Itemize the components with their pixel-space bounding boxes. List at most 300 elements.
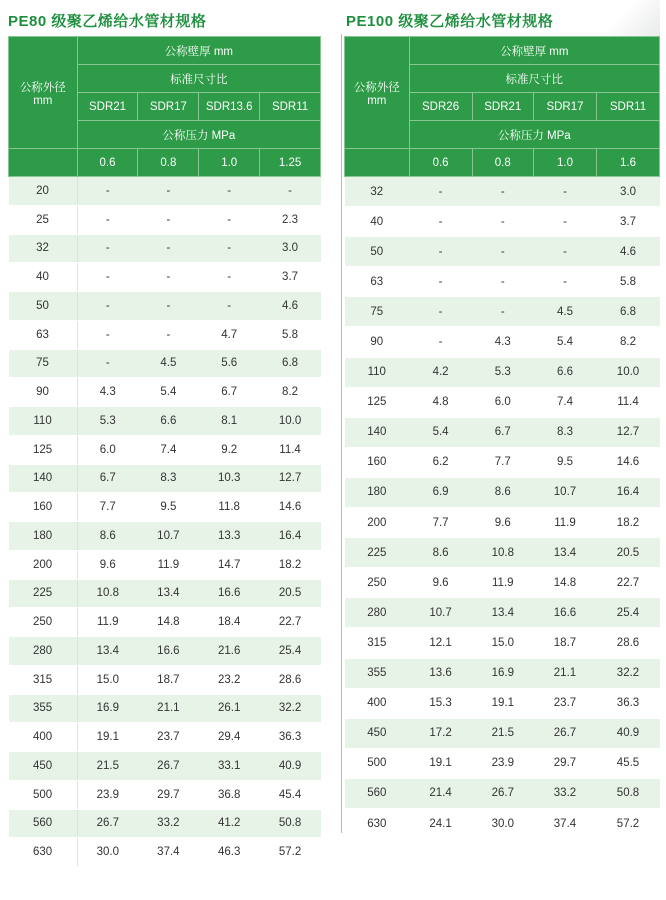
wall-thickness-cell: -: [533, 267, 596, 297]
pressure-col-header: 1.6: [596, 149, 659, 177]
wall-thickness-cell: 8.2: [260, 378, 321, 407]
wall-thickness-cell: 23.7: [138, 723, 199, 752]
wall-thickness-cell: 13.6: [409, 658, 472, 688]
table-row: [9, 320, 321, 349]
wall-thickness-cell: -: [409, 297, 472, 327]
wall-thickness-cell: 28.6: [260, 665, 321, 694]
wall-thickness-cell: 23.7: [533, 688, 596, 718]
wall-thickness-cell: 30.0: [472, 808, 533, 838]
wall-thickness-cell: 6.6: [138, 407, 199, 436]
wall-thickness-cell: -: [138, 234, 199, 263]
wall-thickness-cell: 11.9: [472, 568, 533, 598]
wall-thickness-cell: 20.5: [596, 538, 659, 568]
outer-diameter-cell: 32: [345, 177, 410, 207]
wall-thickness-cell: -: [199, 177, 260, 206]
table-row: [345, 477, 660, 507]
pressure-group-header: 公称压力 MPa: [409, 121, 659, 149]
outer-diameter-cell: 450: [9, 752, 78, 781]
wall-thickness-cell: 7.7: [77, 493, 138, 522]
wall-thickness-cell: -: [77, 263, 138, 292]
wall-thickness-cell: 6.8: [596, 297, 659, 327]
wall-thickness-cell: 12.7: [260, 464, 321, 493]
wall-thickness-cell: 5.3: [77, 407, 138, 436]
wall-thickness-cell: 30.0: [77, 838, 138, 867]
table-row: [9, 637, 321, 666]
table-row: [9, 177, 321, 206]
wall-thickness-cell: 8.6: [77, 522, 138, 551]
wall-thickness-cell: 4.3: [77, 378, 138, 407]
outer-diameter-cell: 40: [9, 263, 78, 292]
wall-thickness-cell: 6.7: [77, 464, 138, 493]
table-row: [9, 234, 321, 263]
outer-diameter-cell: 40: [345, 207, 410, 237]
outer-diameter-cell: 630: [345, 808, 410, 838]
table-row: [345, 598, 660, 628]
wall-thickness-cell: 5.6: [199, 349, 260, 378]
wall-thickness-cell: 16.9: [77, 694, 138, 723]
wall-thickness-cell: 6.8: [260, 349, 321, 378]
wall-thickness-cell: -: [260, 177, 321, 206]
table-row: [9, 809, 321, 838]
wall-thickness-cell: 5.8: [596, 267, 659, 297]
outer-diameter-cell: 50: [9, 292, 78, 321]
table-row: [9, 263, 321, 292]
wall-thickness-cell: 19.1: [77, 723, 138, 752]
table-row: [9, 522, 321, 551]
pressure-group-header: 公称压力 MPa: [77, 121, 320, 149]
wall-thickness-cell: 26.7: [472, 778, 533, 808]
outer-diameter-cell: 50: [345, 237, 410, 267]
table-row: [345, 538, 660, 568]
table-row: [345, 357, 660, 387]
pe100-panel: [344, 0, 660, 839]
wall-thickness-cell: 9.2: [199, 435, 260, 464]
outer-diameter-cell: 180: [9, 522, 78, 551]
wall-thickness-cell: -: [77, 177, 138, 206]
wall-thickness-cell: 18.7: [533, 628, 596, 658]
wall-thickness-cell: 11.9: [138, 550, 199, 579]
pressure-col-header: 0.6: [77, 149, 138, 177]
pressure-col-header: 1.0: [533, 149, 596, 177]
wall-thickness-cell: 10.3: [199, 464, 260, 493]
od-label: 公称外径: [353, 81, 400, 94]
wall-thickness-cell: 26.7: [533, 718, 596, 748]
wall-thickness-cell: -: [77, 205, 138, 234]
outer-diameter-cell: 200: [345, 508, 410, 538]
wall-thickness-cell: -: [472, 297, 533, 327]
wall-thickness-cell: 25.4: [260, 637, 321, 666]
wall-thickness-cell: 36.3: [260, 723, 321, 752]
od-header: [9, 37, 78, 149]
wall-thickness-cell: -: [138, 320, 199, 349]
wall-thickness-cell: 33.2: [533, 778, 596, 808]
wall-thickness-cell: 14.6: [260, 493, 321, 522]
table-row: [9, 292, 321, 321]
table-row: [345, 387, 660, 417]
wall-thickness-cell: 9.6: [409, 568, 472, 598]
wall-thickness-cell: 16.6: [138, 637, 199, 666]
table-row: [9, 723, 321, 752]
wall-thickness-cell: 23.2: [199, 665, 260, 694]
wall-thickness-cell: 6.0: [77, 435, 138, 464]
wall-thickness-cell: -: [199, 292, 260, 321]
wall-thickness-cell: 29.7: [533, 748, 596, 778]
wall-thickness-cell: 10.7: [409, 598, 472, 628]
outer-diameter-cell: 63: [345, 267, 410, 297]
od-header: [345, 37, 410, 149]
wall-thickness-cell: 8.6: [409, 538, 472, 568]
table-row: [9, 205, 321, 234]
wall-thickness-cell: 6.7: [199, 378, 260, 407]
wall-thickness-cell: 45.5: [596, 748, 659, 778]
table-row: [345, 177, 660, 207]
table-row: [345, 267, 660, 297]
table-row: [9, 665, 321, 694]
table-row: [9, 694, 321, 723]
blank-header-cell: [9, 149, 78, 177]
sdr-col-header: SDR11: [596, 93, 659, 121]
wall-thickness-cell: 16.4: [596, 477, 659, 507]
wall-thickness-cell: -: [409, 237, 472, 267]
pe80-table-body: [9, 177, 321, 867]
pe100-title: PE100 级聚乙烯给水管材规格: [346, 13, 554, 30]
outer-diameter-cell: 140: [345, 417, 410, 447]
wall-thickness-cell: 10.8: [77, 579, 138, 608]
wall-thickness-cell: 11.9: [77, 608, 138, 637]
outer-diameter-cell: 110: [9, 407, 78, 436]
wall-thickness-cell: -: [77, 320, 138, 349]
outer-diameter-cell: 125: [345, 387, 410, 417]
wall-thickness-cell: 13.4: [533, 538, 596, 568]
pe80-spec-table: [8, 36, 321, 867]
wall-thickness-cell: 5.4: [533, 327, 596, 357]
outer-diameter-cell: 280: [9, 637, 78, 666]
wall-thickness-cell: 12.1: [409, 628, 472, 658]
wall-thickness-cell: 10.7: [533, 477, 596, 507]
wall-thickness-cell: 6.6: [533, 357, 596, 387]
wall-thickness-cell: -: [472, 267, 533, 297]
wall-thickness-cell: 6.0: [472, 387, 533, 417]
sdr-col-header: SDR11: [260, 93, 321, 121]
outer-diameter-cell: 63: [9, 320, 78, 349]
wall-thickness-cell: -: [138, 177, 199, 206]
pe80-panel: [8, 0, 321, 867]
wall-thickness-cell: 3.0: [596, 177, 659, 207]
wall-thickness-cell: 7.4: [533, 387, 596, 417]
wall-thickness-cell: 16.6: [199, 579, 260, 608]
outer-diameter-cell: 20: [9, 177, 78, 206]
wall-thickness-cell: 14.6: [596, 447, 659, 477]
wall-thickness-cell: 36.3: [596, 688, 659, 718]
wall-thickness-cell: 14.8: [138, 608, 199, 637]
wall-thickness-cell: 37.4: [138, 838, 199, 867]
outer-diameter-cell: 90: [345, 327, 410, 357]
wall-thickness-cell: 4.5: [138, 349, 199, 378]
wall-thickness-cell: 6.2: [409, 447, 472, 477]
outer-diameter-cell: 160: [9, 493, 78, 522]
wall-thickness-cell: 11.9: [533, 508, 596, 538]
outer-diameter-cell: 630: [9, 838, 78, 867]
wall-thickness-cell: 14.7: [199, 550, 260, 579]
wall-thickness-cell: 13.3: [199, 522, 260, 551]
wall-thickness-cell: 21.1: [533, 658, 596, 688]
wall-thickness-cell: 15.0: [77, 665, 138, 694]
table-row: [345, 237, 660, 267]
wall-thickness-cell: 18.2: [596, 508, 659, 538]
pressure-col-header: 0.8: [138, 149, 199, 177]
wall-thickness-cell: 33.2: [138, 809, 199, 838]
panel-divider: [341, 34, 342, 833]
sdr-col-header: SDR21: [77, 93, 138, 121]
od-unit: mm: [33, 94, 53, 107]
wall-thickness-cell: 18.2: [260, 550, 321, 579]
pressure-col-header: 1.25: [260, 149, 321, 177]
wall-thickness-cell: 9.5: [138, 493, 199, 522]
outer-diameter-cell: 125: [9, 435, 78, 464]
outer-diameter-cell: 25: [9, 205, 78, 234]
outer-diameter-cell: 250: [9, 608, 78, 637]
wall-thickness-cell: 41.2: [199, 809, 260, 838]
wall-thickness-cell: -: [533, 177, 596, 207]
wall-thickness-cell: -: [138, 263, 199, 292]
wall-thickness-cell: 21.1: [138, 694, 199, 723]
pe80-table-header: [9, 37, 321, 177]
table-row: [345, 808, 660, 838]
outer-diameter-cell: 500: [345, 748, 410, 778]
outer-diameter-cell: 200: [9, 550, 78, 579]
decorative-corner: [590, 0, 660, 36]
wall-thickness-cell: 20.5: [260, 579, 321, 608]
od-label: 公称外径: [19, 81, 66, 94]
wall-thickness-cell: 50.8: [260, 809, 321, 838]
wall-thickness-cell: 8.1: [199, 407, 260, 436]
wall-thickness-cell: 9.6: [472, 508, 533, 538]
wall-thickness-cell: 8.2: [596, 327, 659, 357]
wall-thickness-cell: 36.8: [199, 780, 260, 809]
wall-thickness-cell: 40.9: [596, 718, 659, 748]
wall-thickness-cell: 4.2: [409, 357, 472, 387]
wall-thickness-cell: 26.7: [77, 809, 138, 838]
wall-thickness-cell: 3.0: [260, 234, 321, 263]
wall-thickness-cell: 32.2: [596, 658, 659, 688]
wall-thickness-cell: 7.7: [409, 508, 472, 538]
wall-thickness-cell: -: [138, 292, 199, 321]
wall-thickness-cell: 33.1: [199, 752, 260, 781]
pe80-title: PE80 级聚乙烯给水管材规格: [8, 13, 207, 30]
table-row: [9, 493, 321, 522]
wall-thickness-cell: -: [77, 292, 138, 321]
wall-thickness-cell: 3.7: [260, 263, 321, 292]
wall-thickness-cell: 8.3: [138, 464, 199, 493]
sdr-col-header: SDR21: [472, 93, 533, 121]
wall-thickness-cell: -: [533, 237, 596, 267]
wall-thickness-cell: 21.6: [199, 637, 260, 666]
wall-thickness-cell: 10.0: [596, 357, 659, 387]
wall-thickness-cell: -: [77, 234, 138, 263]
wall-thickness-cell: 26.1: [199, 694, 260, 723]
outer-diameter-cell: 355: [9, 694, 78, 723]
table-row: [9, 550, 321, 579]
wall-thickness-cell: 6.9: [409, 477, 472, 507]
wall-thickness-cell: 8.6: [472, 477, 533, 507]
wall-thickness-cell: 50.8: [596, 778, 659, 808]
pe100-spec-table: [344, 36, 660, 839]
outer-diameter-cell: 560: [345, 778, 410, 808]
wall-thickness-cell: 13.4: [472, 598, 533, 628]
wall-thickness-cell: 15.3: [409, 688, 472, 718]
wall-thickness-cell: 3.7: [596, 207, 659, 237]
wall-thickness-cell: 5.4: [409, 417, 472, 447]
wall-thickness-cell: 29.4: [199, 723, 260, 752]
table-row: [345, 688, 660, 718]
wall-thickness-cell: 23.9: [77, 780, 138, 809]
wall-thickness-cell: 22.7: [596, 568, 659, 598]
table-row: [345, 778, 660, 808]
pe100-table-header: [345, 37, 660, 177]
wall-thickness-cell: 19.1: [409, 748, 472, 778]
wall-thickness-cell: 4.8: [409, 387, 472, 417]
sdr-col-header: SDR26: [409, 93, 472, 121]
wall-thickness-cell: -: [409, 177, 472, 207]
table-row: [345, 748, 660, 778]
wall-thickness-cell: 24.1: [409, 808, 472, 838]
wall-thickness-cell: 10.7: [138, 522, 199, 551]
wall-thickness-cell: 37.4: [533, 808, 596, 838]
wall-thickness-cell: 46.3: [199, 838, 260, 867]
wall-thickness-cell: -: [409, 327, 472, 357]
table-row: [345, 508, 660, 538]
outer-diameter-cell: 400: [9, 723, 78, 752]
table-row: [9, 464, 321, 493]
pressure-col-header: 0.8: [472, 149, 533, 177]
wall-thickness-cell: 7.7: [472, 447, 533, 477]
wall-thickness-cell: -: [199, 234, 260, 263]
wall-thickness-cell: 17.2: [409, 718, 472, 748]
outer-diameter-cell: 500: [9, 780, 78, 809]
sdr-col-header: SDR13.6: [199, 93, 260, 121]
outer-diameter-cell: 315: [345, 628, 410, 658]
wall-thickness-cell: -: [199, 205, 260, 234]
outer-diameter-cell: 280: [345, 598, 410, 628]
wall-thickness-cell: 4.6: [260, 292, 321, 321]
wall-thickness-cell: 11.4: [596, 387, 659, 417]
wall-thickness-cell: 5.8: [260, 320, 321, 349]
pressure-col-header: 1.0: [199, 149, 260, 177]
wall-thickness-cell: 18.4: [199, 608, 260, 637]
outer-diameter-cell: 110: [345, 357, 410, 387]
outer-diameter-cell: 250: [345, 568, 410, 598]
wall-thickness-cell: -: [472, 207, 533, 237]
table-row: [9, 378, 321, 407]
table-row: [345, 718, 660, 748]
outer-diameter-cell: 32: [9, 234, 78, 263]
wall-thickness-cell: 13.4: [77, 637, 138, 666]
blank-header-cell: [345, 149, 410, 177]
wall-thickness-cell: 26.7: [138, 752, 199, 781]
wall-thickness-cell: 10.0: [260, 407, 321, 436]
wall-thickness-cell: 40.9: [260, 752, 321, 781]
sdr-col-header: SDR17: [533, 93, 596, 121]
table-row: [9, 780, 321, 809]
table-row: [345, 447, 660, 477]
wall-thickness-cell: -: [409, 267, 472, 297]
wall-thickness-cell: 18.7: [138, 665, 199, 694]
table-row: [345, 568, 660, 598]
wall-thickness-cell: 57.2: [260, 838, 321, 867]
pe100-table-body: [345, 177, 660, 839]
wall-thickness-header: 公称壁厚 mm: [77, 37, 320, 65]
sdr-col-header: SDR17: [138, 93, 199, 121]
wall-thickness-cell: 11.8: [199, 493, 260, 522]
wall-thickness-cell: 4.6: [596, 237, 659, 267]
outer-diameter-cell: 560: [9, 809, 78, 838]
wall-thickness-cell: 25.4: [596, 598, 659, 628]
wall-thickness-cell: 23.9: [472, 748, 533, 778]
outer-diameter-cell: 160: [345, 447, 410, 477]
wall-thickness-cell: 4.3: [472, 327, 533, 357]
wall-thickness-cell: 13.4: [138, 579, 199, 608]
od-unit: mm: [367, 94, 387, 107]
sdr-group-header: 标准尺寸比: [409, 65, 659, 93]
wall-thickness-cell: -: [472, 237, 533, 267]
wall-thickness-cell: -: [472, 177, 533, 207]
outer-diameter-cell: 90: [9, 378, 78, 407]
table-row: [9, 838, 321, 867]
wall-thickness-cell: 32.2: [260, 694, 321, 723]
wall-thickness-cell: 28.6: [596, 628, 659, 658]
wall-thickness-cell: 4.5: [533, 297, 596, 327]
wall-thickness-header: 公称壁厚 mm: [409, 37, 659, 65]
wall-thickness-cell: 9.5: [533, 447, 596, 477]
outer-diameter-cell: 355: [345, 658, 410, 688]
table-row: [345, 628, 660, 658]
wall-thickness-cell: 5.3: [472, 357, 533, 387]
outer-diameter-cell: 225: [9, 579, 78, 608]
table-row: [345, 417, 660, 447]
table-row: [9, 579, 321, 608]
wall-thickness-cell: 11.4: [260, 435, 321, 464]
outer-diameter-cell: 400: [345, 688, 410, 718]
outer-diameter-cell: 225: [345, 538, 410, 568]
wall-thickness-cell: 29.7: [138, 780, 199, 809]
wall-thickness-cell: 14.8: [533, 568, 596, 598]
outer-diameter-cell: 450: [345, 718, 410, 748]
outer-diameter-cell: 315: [9, 665, 78, 694]
wall-thickness-cell: 21.5: [77, 752, 138, 781]
wall-thickness-cell: 9.6: [77, 550, 138, 579]
wall-thickness-cell: 22.7: [260, 608, 321, 637]
wall-thickness-cell: -: [77, 349, 138, 378]
outer-diameter-cell: 140: [9, 464, 78, 493]
wall-thickness-cell: 45.4: [260, 780, 321, 809]
wall-thickness-cell: 16.6: [533, 598, 596, 628]
wall-thickness-cell: 5.4: [138, 378, 199, 407]
sdr-group-header: 标准尺寸比: [77, 65, 320, 93]
wall-thickness-cell: 6.7: [472, 417, 533, 447]
wall-thickness-cell: 2.3: [260, 205, 321, 234]
wall-thickness-cell: -: [533, 207, 596, 237]
wall-thickness-cell: -: [199, 263, 260, 292]
table-row: [9, 435, 321, 464]
wall-thickness-cell: -: [138, 205, 199, 234]
outer-diameter-cell: 180: [345, 477, 410, 507]
outer-diameter-cell: 75: [345, 297, 410, 327]
table-row: [9, 349, 321, 378]
wall-thickness-cell: 16.4: [260, 522, 321, 551]
wall-thickness-cell: 15.0: [472, 628, 533, 658]
wall-thickness-cell: 16.9: [472, 658, 533, 688]
wall-thickness-cell: 7.4: [138, 435, 199, 464]
